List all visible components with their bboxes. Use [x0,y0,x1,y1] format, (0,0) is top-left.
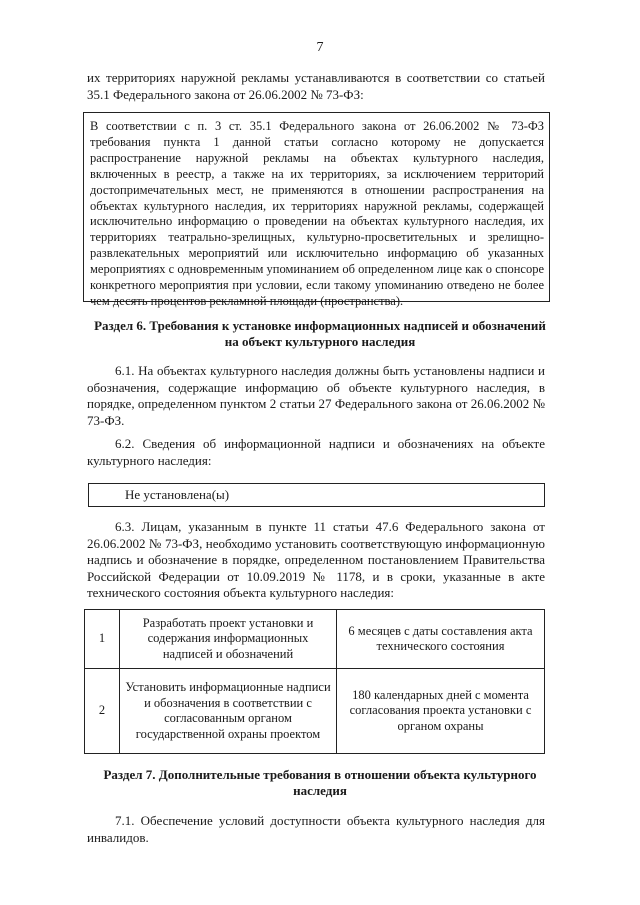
section6-heading [80,318,560,350]
intro-paragraph: их территориях наружной рекламы устанавливаются в соответствии со статьей 35.1 Федерального закона от 26.06.2002 № 73-ФЗ: [87,70,545,102]
paragraph-6-3: 6.3. Лицам, указанным в пункте 11 статьи 47.6 Федерального закона от 26.06.2002 № 73-ФЗ, необходимо установить соответствующую информационную надпись и обозначение в порядке, определенном постановлением Правительства Российской Федерации от 10.09.2019 № 1178, и в сроки, указанные в акте технического состояния объекта культурного наследия: [87,519,545,600]
row-action: Разработать проект установки и содержания информационных надписей и обозначений [120,610,337,669]
requirements-table [84,609,545,754]
section7-title-line1: Раздел 7. Дополнительные требования в отношении объекта культурного [103,767,537,782]
row-number: 1 [85,610,120,669]
section7-heading [80,767,560,799]
page-number: 7 [316,40,324,55]
row-action: Установить информационные надписи и обозначения в соответствии с согласованным органом государственной охраны проектом [120,669,337,754]
advertising-exception-text: В соответствии с п. 3 ст. 35.1 Федерального закона от 26.06.2002 № 73-ФЗ требования пункта 1 данной статьи согласно которому не допускается распространение наружной рекламы на объектах культурного наследия, включенных в реестр, а также на их территориях, за исключением территорий достопримечательных мест, не применяются в отношении распространения на объектах культурного наследия, их территориях наружной рекламы, содержащей исключительно информацию о проведении на объектах культурного наследия, их территориях театрально-зрелищных, культурно-просветительных и зрелищно-развлекательных мероприятий или исключительно информацию об указанных мероприятиях с одновременным упоминанием об определенном лице как о спонсоре конкретного мероприятия при условии, если такому упоминанию отведено не более чем десять процентов рекламной площади (пространства). [90,119,544,308]
section6-title-line1: Раздел 6. Требования к установке информационных надписей и обозначений [94,318,546,333]
section7-title-line2: наследия [293,783,347,798]
row-deadline: 6 месяцев с даты составления акта технического состояния [337,610,545,669]
inscription-status-text: Не установлена(ы) [125,487,230,502]
table-row [85,669,545,754]
paragraph-6-2: 6.2. Сведения об информационной надписи и обозначениях на объекте культурного наследия: [87,436,545,468]
paragraph-7-1: 7.1. Обеспечение условий доступности объекта культурного наследия для инвалидов. [87,813,545,845]
row-deadline: 180 календарных дней с момента согласования проекта установки с органом охраны [337,669,545,754]
row-number: 2 [85,669,120,754]
table-row [85,610,545,669]
section6-title-line2: на объект культурного наследия [224,334,416,349]
inscription-status-box [88,483,545,507]
advertising-exception-box [83,112,550,308]
paragraph-6-1: 6.1. На объектах культурного наследия должны быть установлены надписи и обозначения, содержащие информацию об объекте культурного наследия, в порядке, определенном пунктом 2 статьи 27 Федерального закона от 26.06.2002 № 73-ФЗ. [87,363,545,428]
